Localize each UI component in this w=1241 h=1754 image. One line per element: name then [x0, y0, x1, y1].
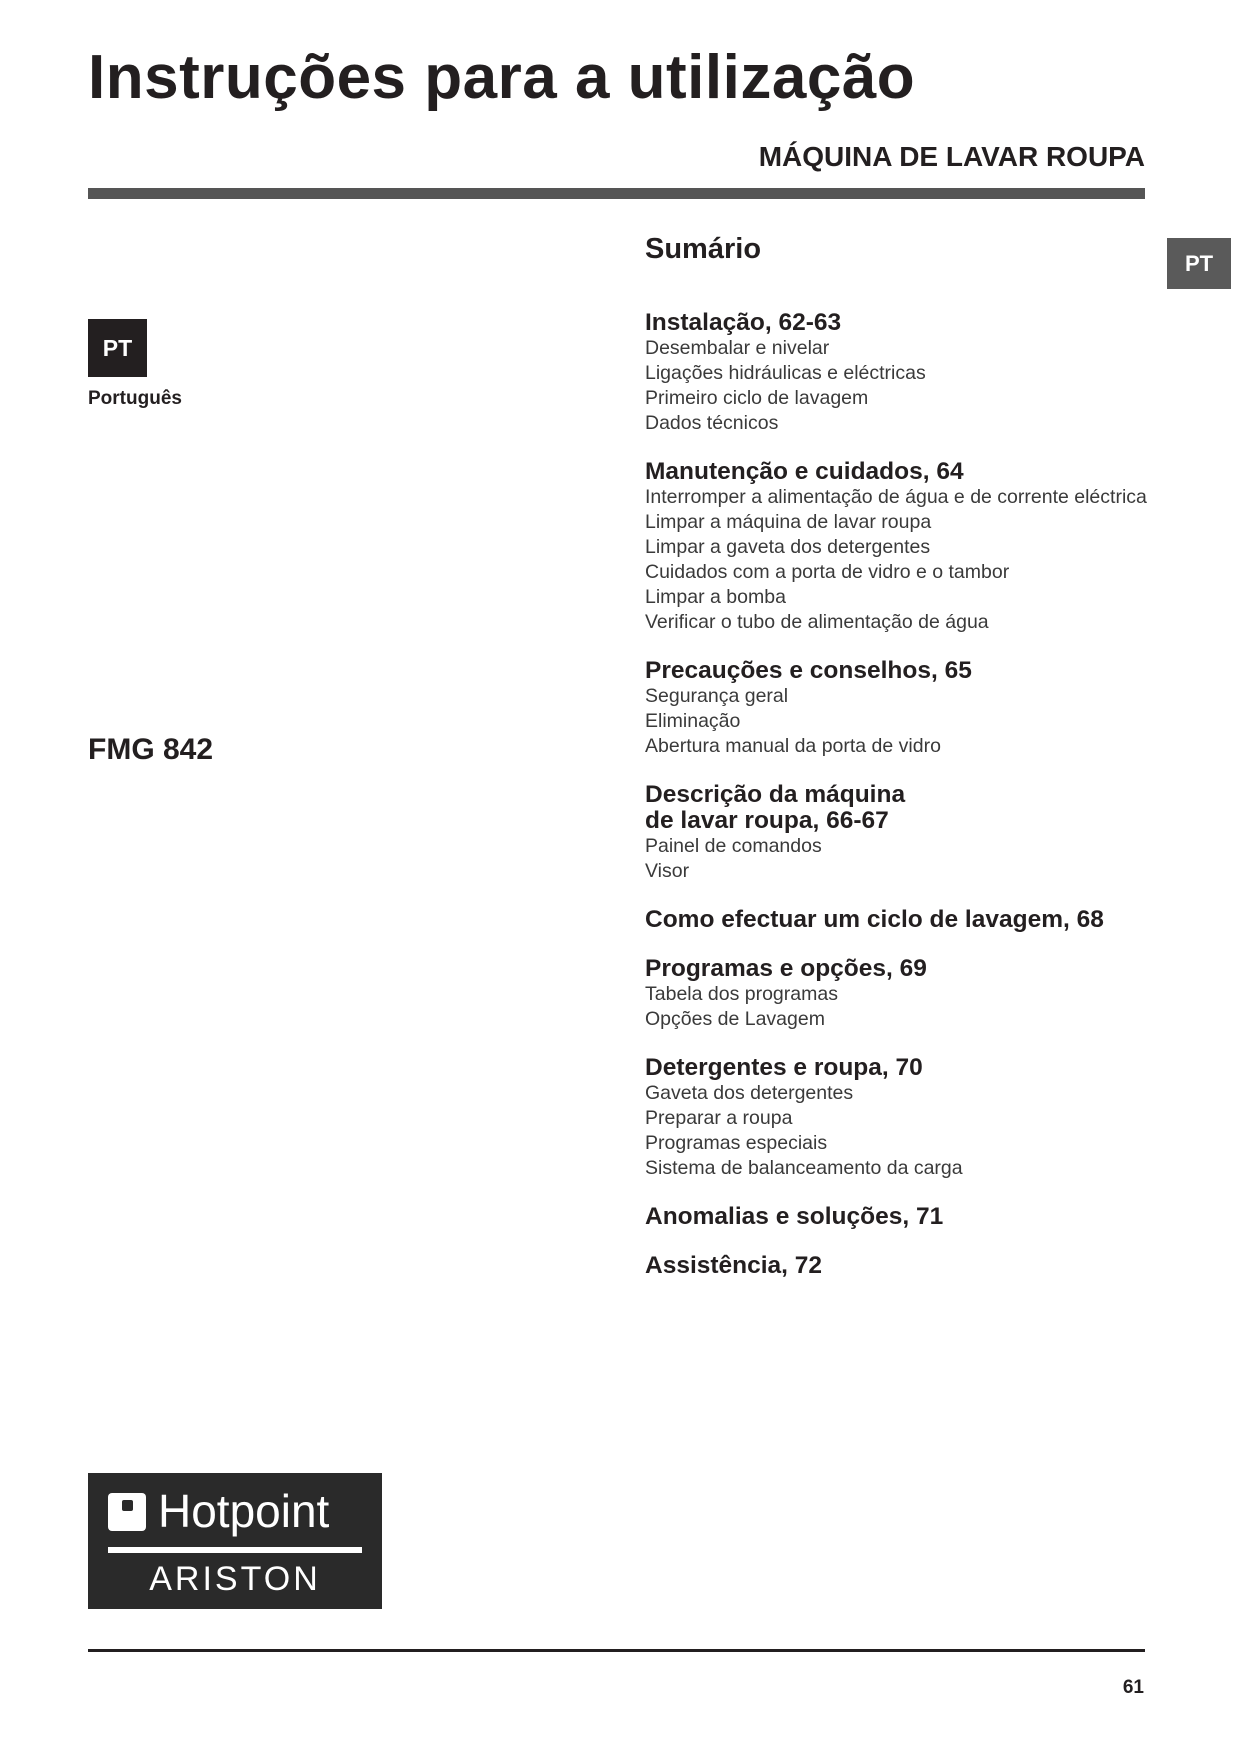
brand-logo	[88, 1473, 382, 1609]
page-title: Instruções para a utilização	[88, 43, 916, 112]
toc-item: Programas especiais	[645, 1132, 828, 1154]
language-code-badge: PT	[88, 319, 147, 377]
toc-item: Abertura manual da porta de vidro	[645, 735, 941, 757]
toc-section	[645, 782, 1155, 884]
toc-item: Painel de comandos	[645, 835, 822, 857]
page-number: 61	[1122, 1677, 1144, 1698]
toc-section-heading: de lavar roupa, 66-67	[645, 807, 889, 834]
toc-item: Limpar a máquina de lavar roupa	[645, 511, 932, 533]
toc-item: Sistema de balanceamento da carga	[645, 1157, 963, 1179]
toc-item: Limpar a bomba	[645, 586, 786, 608]
toc-item: Dados técnicos	[645, 412, 779, 434]
toc-section-heading: Manutenção e cuidados, 64	[645, 458, 964, 485]
toc-item: Ligações hidráulicas e eléctricas	[645, 362, 926, 384]
toc-item: Segurança geral	[645, 685, 789, 707]
header-divider	[88, 188, 1145, 199]
toc-section-heading: Programas e opções, 69	[645, 955, 927, 982]
model-number: FMG 842	[88, 733, 214, 766]
footer-divider	[88, 1649, 1145, 1652]
toc-section	[645, 956, 1155, 1032]
language-name: Português	[88, 388, 182, 409]
toc-section-heading: Detergentes e roupa, 70	[645, 1054, 923, 1081]
brand-name-primary: Hotpoint	[158, 1485, 330, 1537]
brand-square-icon	[108, 1493, 146, 1531]
toc-item: Preparar a roupa	[645, 1107, 793, 1129]
table-of-contents	[645, 310, 1155, 1302]
toc-item: Tabela dos programas	[645, 983, 838, 1005]
toc-section-heading: Precauções e conselhos, 65	[645, 657, 972, 684]
toc-item: Limpar a gaveta dos detergentes	[645, 536, 931, 558]
toc-item: Interromper a alimentação de água e de corrente eléctrica	[645, 486, 1147, 508]
toc-section	[645, 907, 1155, 933]
toc-section	[645, 310, 1155, 436]
toc-item: Verificar o tubo de alimentação de água	[645, 611, 989, 633]
toc-section	[645, 1253, 1155, 1279]
toc-item: Primeiro ciclo de lavagem	[645, 387, 869, 409]
toc-section	[645, 459, 1155, 635]
toc-section-heading: Instalação, 62-63	[645, 309, 842, 336]
toc-title: Sumário	[645, 233, 762, 265]
toc-section	[645, 1204, 1155, 1230]
product-subtitle: MÁQUINA DE LAVAR ROUPA	[758, 141, 1145, 172]
toc-item: Eliminação	[645, 710, 741, 732]
toc-section	[645, 1055, 1155, 1181]
toc-section	[645, 658, 1155, 759]
toc-section-heading: Anomalias e soluções, 71	[645, 1203, 944, 1230]
language-side-tab: PT	[1167, 238, 1231, 289]
toc-item: Gaveta dos detergentes	[645, 1082, 854, 1104]
toc-item: Cuidados com a porta de vidro e o tambor	[645, 561, 1010, 583]
toc-item: Visor	[645, 860, 690, 882]
toc-section-heading: Descrição da máquina	[645, 781, 906, 808]
toc-item: Opções de Lavagem	[645, 1008, 825, 1030]
toc-section-heading: Assistência, 72	[645, 1252, 823, 1279]
toc-item: Desembalar e nivelar	[645, 337, 830, 359]
toc-section-heading: Como efectuar um ciclo de lavagem, 68	[645, 906, 1104, 933]
brand-divider	[108, 1547, 362, 1553]
brand-name-secondary: ARISTON	[149, 1560, 321, 1598]
